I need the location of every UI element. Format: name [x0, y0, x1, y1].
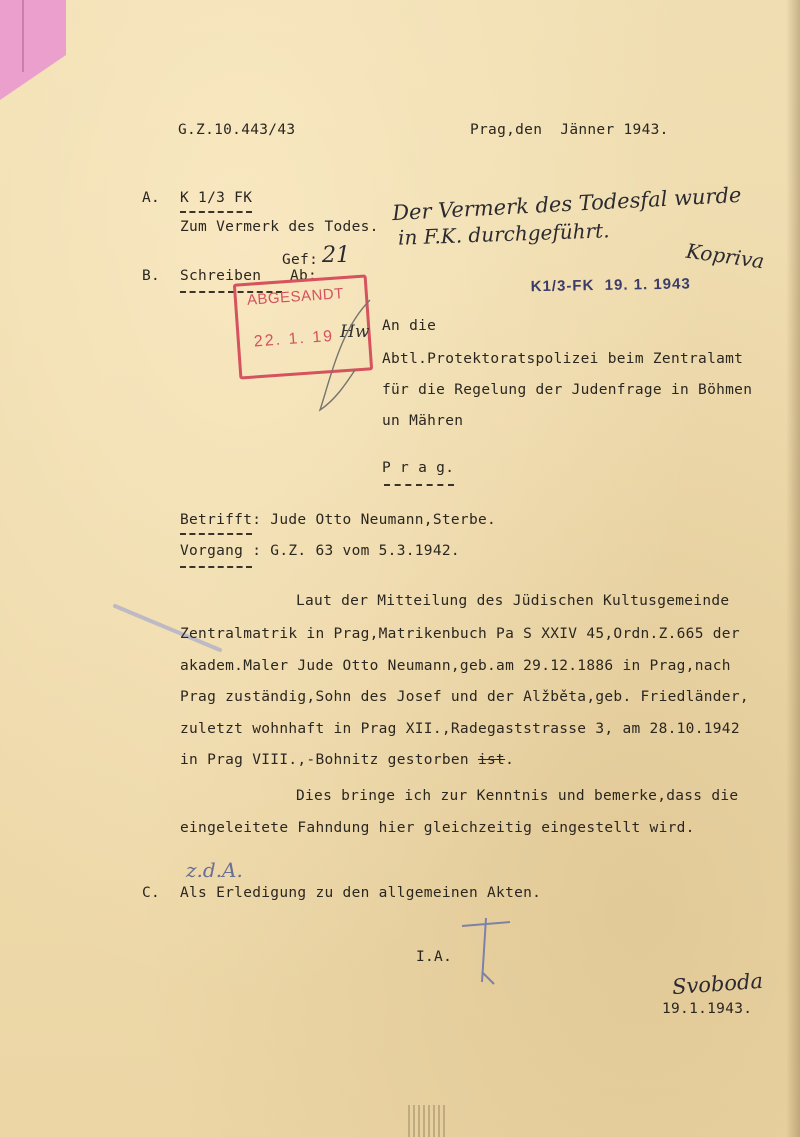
struck-word: ist	[477, 752, 506, 768]
place-and-date: Prag,den Jänner 1943.	[470, 122, 669, 138]
section-c-text: Als Erledigung zu den allgemeinen Akten.	[180, 885, 542, 901]
received-stamp-date: 19. 1. 1943	[604, 275, 691, 294]
sent-stamp-date: 22. 1. 19	[253, 327, 335, 351]
vorgang-underline	[180, 566, 252, 568]
handwritten-note-line2: in F.K. durchgeführt.	[397, 218, 610, 250]
page-edge-shadow	[786, 0, 800, 1137]
addressee-line2: Abtl.Protektoratspolizei beim Zentralamt	[382, 351, 744, 367]
betrifft-underline	[180, 533, 252, 535]
gef-label: Gef:	[282, 252, 319, 268]
handwritten-signature-right: Kopriva	[684, 238, 766, 274]
received-stamp	[510, 258, 692, 312]
received-stamp-office: K1/3-FK	[530, 277, 595, 296]
body-line3: akadem.Maler Jude Otto Neumann,geb.am 29.12.1886 in Prag,nach	[180, 658, 731, 674]
subject-vorgang: Vorgang : G.Z. 63 vom 5.3.1942.	[180, 543, 460, 559]
handwritten-note-line1: Der Vermerk des Todesfal wurde	[391, 182, 742, 226]
addressee-line3: für die Regelung der Judenfrage in Böhmen	[382, 382, 753, 398]
handwritten-signature-bottom: Svoboda	[671, 968, 764, 1000]
file-reference: G.Z.10.443/43	[178, 122, 296, 138]
addressee-line4: un Mähren	[382, 413, 464, 429]
body-line2: Zentralmatrik in Prag,Matrikenbuch Pa S XXIV 45,Ordn.Z.665 der	[180, 626, 740, 642]
handwritten-initials: Hw	[340, 322, 370, 342]
handwritten-zda: z.d.A.	[186, 858, 243, 882]
body-line4: Prag zuständig,Sohn des Josef und der Alžběta,geb. Friedländer,	[180, 689, 749, 705]
ia-mark: I.A.	[416, 949, 453, 965]
section-c-letter: C.	[142, 885, 161, 901]
blue-pencil-cross	[452, 912, 522, 992]
addressee-city: P r a g.	[382, 460, 455, 476]
section-a-title: Zum Vermerk des Todes.	[180, 219, 379, 235]
section-a-code: K 1/3 FK	[180, 190, 253, 206]
addressee-line1: An die	[382, 318, 437, 334]
body-line8: eingeleitete Fahndung hier gleichzeitig eingestellt wird.	[180, 820, 695, 836]
pink-attached-slip	[0, 0, 66, 100]
city-underline	[384, 484, 454, 486]
body-line6: in Prag VIII.,-Bohnitz gestorben ist.	[180, 752, 515, 768]
section-b-letter: B.	[142, 268, 161, 284]
ab-label: Ab:	[290, 268, 318, 284]
subject-betrifft: Betrifft: Jude Otto Neumann,Sterbe.	[180, 512, 497, 528]
footer-date: 19.1.1943.	[662, 1001, 753, 1017]
section-a-letter: A.	[142, 190, 161, 206]
section-a-underline	[180, 211, 252, 213]
sent-stamp-label: ABGESANDT	[246, 285, 345, 309]
pink-slip-fold	[22, 0, 24, 72]
pencil-mark	[300, 290, 390, 430]
bottom-edge-tear	[408, 1105, 448, 1137]
body-line6-text: in Prag VIII.,-Bohnitz gestorben	[180, 752, 469, 768]
body-line5: zuletzt wohnhaft in Prag XII.,Radegaststrasse 3, am 28.10.1942	[180, 721, 740, 737]
handwritten-gef-count: 21	[322, 243, 350, 268]
body-line7: Dies bringe ich zur Kenntnis und bemerke,dass die	[296, 788, 739, 804]
body-line1: Laut der Mitteilung des Jüdischen Kultusgemeinde	[296, 593, 730, 609]
section-b-label: Schreiben	[180, 268, 262, 284]
